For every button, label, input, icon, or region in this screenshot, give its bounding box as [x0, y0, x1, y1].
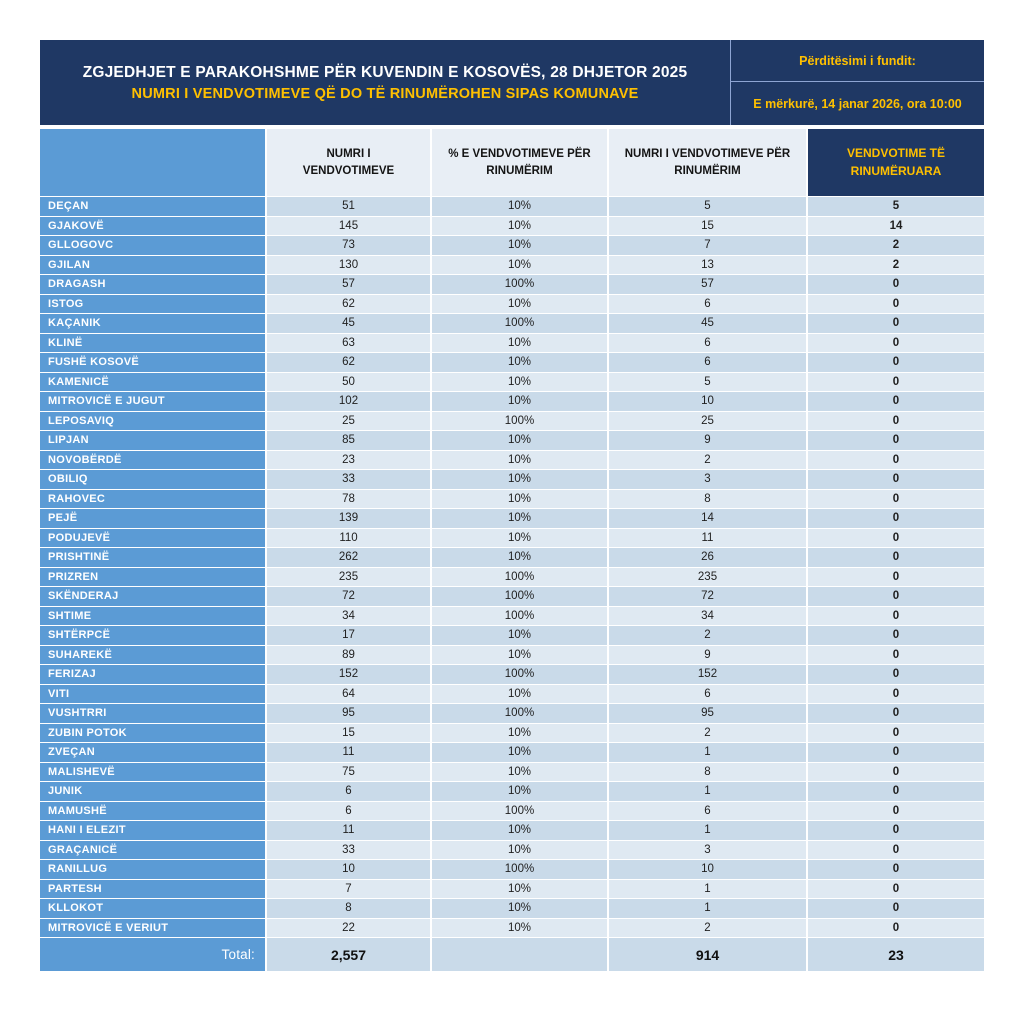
municipality-cell: SHTËRPCË: [40, 626, 265, 645]
table-row: [40, 451, 984, 470]
rinumeruara-cell: 0: [808, 392, 984, 411]
rinumeruara-cell: 0: [808, 607, 984, 626]
rinumeruara-cell: 0: [808, 665, 984, 684]
numri-rinumerim-cell: 26: [609, 548, 806, 567]
municipality-cell: KLLOKOT: [40, 899, 265, 918]
numri-rinumerim-cell: 3: [609, 470, 806, 489]
table-row: [40, 373, 984, 392]
municipality-cell: FERIZAJ: [40, 665, 265, 684]
numri-vendvotimeve-cell: 262: [267, 548, 430, 567]
numri-rinumerim-cell: 2: [609, 919, 806, 938]
perqindja-cell: 10%: [432, 197, 607, 216]
table-row: [40, 665, 984, 684]
rinumeruara-cell: 0: [808, 704, 984, 723]
col-header-perqindja-rinumerim: % E VENDVOTIMEVE PËR RINUMËRIM: [432, 129, 607, 196]
perqindja-cell: 10%: [432, 626, 607, 645]
municipality-cell: GRAÇANICË: [40, 841, 265, 860]
table-row: [40, 490, 984, 509]
numri-rinumerim-cell: 8: [609, 490, 806, 509]
numri-rinumerim-cell: 1: [609, 899, 806, 918]
municipality-cell: NOVOBËRDË: [40, 451, 265, 470]
rinumeruara-cell: 0: [808, 860, 984, 879]
municipality-cell: SHTIME: [40, 607, 265, 626]
rinumeruara-cell: 0: [808, 548, 984, 567]
rinumeruara-cell: 0: [808, 314, 984, 333]
total-label: Total:: [40, 938, 265, 971]
municipality-cell: DEÇAN: [40, 197, 265, 216]
municipality-cell: ZVEÇAN: [40, 743, 265, 762]
rinumeruara-cell: 0: [808, 841, 984, 860]
numri-rinumerim-cell: 8: [609, 763, 806, 782]
perqindja-cell: 10%: [432, 548, 607, 567]
municipality-cell: SUHAREKË: [40, 646, 265, 665]
municipality-cell: ISTOG: [40, 295, 265, 314]
table-row: [40, 743, 984, 762]
municipality-cell: GLLOGOVC: [40, 236, 265, 255]
numri-rinumerim-cell: 6: [609, 334, 806, 353]
numri-rinumerim-cell: 7: [609, 236, 806, 255]
numri-rinumerim-cell: 1: [609, 880, 806, 899]
table-row: [40, 899, 984, 918]
table-row: [40, 782, 984, 801]
numri-rinumerim-cell: 1: [609, 821, 806, 840]
numri-rinumerim-cell: 2: [609, 626, 806, 645]
rinumeruara-cell: 0: [808, 587, 984, 606]
rinumeruara-cell: 0: [808, 470, 984, 489]
total-numri-rinumerim: 914: [609, 938, 806, 971]
perqindja-cell: 100%: [432, 275, 607, 294]
numri-rinumerim-cell: 13: [609, 256, 806, 275]
table-row: [40, 607, 984, 626]
numri-rinumerim-cell: 9: [609, 646, 806, 665]
table-row: [40, 412, 984, 431]
municipality-cell: HANI I ELEZIT: [40, 821, 265, 840]
municipality-cell: PRIZREN: [40, 568, 265, 587]
col-header-numri-vendvotimeve: NUMRI I VENDVOTIMEVE: [267, 129, 430, 196]
table-row: [40, 880, 984, 899]
municipality-cell: KAÇANIK: [40, 314, 265, 333]
numri-rinumerim-cell: 14: [609, 509, 806, 528]
table-body: [40, 197, 984, 937]
numri-vendvotimeve-cell: 6: [267, 782, 430, 801]
numri-vendvotimeve-cell: 85: [267, 431, 430, 450]
numri-vendvotimeve-cell: 102: [267, 392, 430, 411]
municipality-cell: LIPJAN: [40, 431, 265, 450]
rinumeruara-cell: 0: [808, 295, 984, 314]
perqindja-cell: 100%: [432, 568, 607, 587]
table-row: [40, 529, 984, 548]
rinumeruara-cell: 0: [808, 685, 984, 704]
table-row: [40, 197, 984, 216]
numri-rinumerim-cell: 6: [609, 802, 806, 821]
numri-rinumerim-cell: 25: [609, 412, 806, 431]
numri-vendvotimeve-cell: 139: [267, 509, 430, 528]
table-row: [40, 431, 984, 450]
numri-vendvotimeve-cell: 50: [267, 373, 430, 392]
rinumeruara-cell: 0: [808, 880, 984, 899]
table-row: [40, 275, 984, 294]
municipality-cell: MITROVICË E JUGUT: [40, 392, 265, 411]
numri-rinumerim-cell: 5: [609, 373, 806, 392]
numri-vendvotimeve-cell: 89: [267, 646, 430, 665]
numri-rinumerim-cell: 72: [609, 587, 806, 606]
numri-vendvotimeve-cell: 23: [267, 451, 430, 470]
municipality-cell: VITI: [40, 685, 265, 704]
numri-rinumerim-cell: 10: [609, 392, 806, 411]
table-row: [40, 587, 984, 606]
numri-rinumerim-cell: 9: [609, 431, 806, 450]
municipality-cell: JUNIK: [40, 782, 265, 801]
numri-rinumerim-cell: 34: [609, 607, 806, 626]
table-row: [40, 295, 984, 314]
table-row: [40, 860, 984, 879]
page: [40, 40, 984, 972]
table-header-row: [40, 129, 984, 196]
perqindja-cell: 10%: [432, 295, 607, 314]
total-perqindja: [432, 938, 607, 971]
rinumeruara-cell: 0: [808, 821, 984, 840]
numri-vendvotimeve-cell: 57: [267, 275, 430, 294]
municipality-cell: FUSHË KOSOVË: [40, 353, 265, 372]
municipality-cell: KLINË: [40, 334, 265, 353]
perqindja-cell: 10%: [432, 919, 607, 938]
numri-vendvotimeve-cell: 235: [267, 568, 430, 587]
rinumeruara-cell: 0: [808, 724, 984, 743]
municipality-cell: MALISHEVË: [40, 763, 265, 782]
numri-vendvotimeve-cell: 22: [267, 919, 430, 938]
numri-rinumerim-cell: 2: [609, 724, 806, 743]
perqindja-cell: 100%: [432, 704, 607, 723]
perqindja-cell: 10%: [432, 763, 607, 782]
numri-vendvotimeve-cell: 152: [267, 665, 430, 684]
perqindja-cell: 10%: [432, 236, 607, 255]
numri-rinumerim-cell: 2: [609, 451, 806, 470]
numri-vendvotimeve-cell: 110: [267, 529, 430, 548]
numri-rinumerim-cell: 15: [609, 217, 806, 236]
table-row: [40, 724, 984, 743]
col-header-rinumeruara: VENDVOTIME TË RINUMËRUARA: [808, 129, 984, 196]
perqindja-cell: 10%: [432, 451, 607, 470]
perqindja-cell: 10%: [432, 782, 607, 801]
table-row: [40, 314, 984, 333]
numri-vendvotimeve-cell: 62: [267, 295, 430, 314]
rinumeruara-cell: 0: [808, 782, 984, 801]
table-row: [40, 802, 984, 821]
table-row: [40, 392, 984, 411]
perqindja-cell: 100%: [432, 314, 607, 333]
rinumeruara-cell: 0: [808, 334, 984, 353]
municipality-cell: MITROVICË E VERIUT: [40, 919, 265, 938]
corner-header-cell: [40, 129, 265, 196]
municipality-cell: KAMENICË: [40, 373, 265, 392]
page-title: ZGJEDHJET E PARAKOHSHME PËR KUVENDIN E KOSOVËS, 28 DHJETOR 2025: [82, 63, 688, 81]
numri-vendvotimeve-cell: 62: [267, 353, 430, 372]
numri-rinumerim-cell: 235: [609, 568, 806, 587]
municipality-cell: DRAGASH: [40, 275, 265, 294]
banner-title-block: [40, 40, 730, 125]
table-row: [40, 704, 984, 723]
table-row: [40, 353, 984, 372]
numri-rinumerim-cell: 10: [609, 860, 806, 879]
table-row: [40, 841, 984, 860]
total-numri-vendvotimeve: 2,557: [267, 938, 430, 971]
table-row: [40, 509, 984, 528]
numri-vendvotimeve-cell: 45: [267, 314, 430, 333]
municipality-cell: OBILIQ: [40, 470, 265, 489]
recount-table: [40, 129, 984, 971]
numri-rinumerim-cell: 11: [609, 529, 806, 548]
perqindja-cell: 10%: [432, 743, 607, 762]
table-row: [40, 919, 984, 938]
municipality-cell: MAMUSHË: [40, 802, 265, 821]
perqindja-cell: 10%: [432, 490, 607, 509]
last-update-value: E mërkurë, 14 janar 2026, ora 10:00: [753, 96, 962, 111]
perqindja-cell: 100%: [432, 665, 607, 684]
perqindja-cell: 10%: [432, 646, 607, 665]
numri-vendvotimeve-cell: 11: [267, 743, 430, 762]
table-row: [40, 334, 984, 353]
table-row: [40, 256, 984, 275]
last-update-label: Përditësimi i fundit:: [731, 40, 984, 82]
numri-vendvotimeve-cell: 25: [267, 412, 430, 431]
numri-vendvotimeve-cell: 78: [267, 490, 430, 509]
table-row: [40, 548, 984, 567]
rinumeruara-cell: 0: [808, 431, 984, 450]
table-row: [40, 685, 984, 704]
municipality-cell: PRISHTINË: [40, 548, 265, 567]
perqindja-cell: 10%: [432, 470, 607, 489]
numri-rinumerim-cell: 5: [609, 197, 806, 216]
rinumeruara-cell: 0: [808, 646, 984, 665]
numri-vendvotimeve-cell: 15: [267, 724, 430, 743]
numri-vendvotimeve-cell: 64: [267, 685, 430, 704]
rinumeruara-cell: 0: [808, 275, 984, 294]
rinumeruara-cell: 0: [808, 412, 984, 431]
table-row: [40, 470, 984, 489]
perqindja-cell: 10%: [432, 217, 607, 236]
numri-rinumerim-cell: 57: [609, 275, 806, 294]
perqindja-cell: 100%: [432, 607, 607, 626]
perqindja-cell: 10%: [432, 392, 607, 411]
rinumeruara-cell: 0: [808, 743, 984, 762]
rinumeruara-cell: 14: [808, 217, 984, 236]
numri-vendvotimeve-cell: 17: [267, 626, 430, 645]
numri-rinumerim-cell: 95: [609, 704, 806, 723]
perqindja-cell: 10%: [432, 685, 607, 704]
header-banner: [40, 40, 984, 125]
rinumeruara-cell: 0: [808, 568, 984, 587]
numri-vendvotimeve-cell: 75: [267, 763, 430, 782]
perqindja-cell: 10%: [432, 880, 607, 899]
numri-rinumerim-cell: 45: [609, 314, 806, 333]
municipality-cell: SKËNDERAJ: [40, 587, 265, 606]
perqindja-cell: 10%: [432, 841, 607, 860]
rinumeruara-cell: 0: [808, 626, 984, 645]
total-row: [40, 938, 984, 971]
municipality-cell: RAHOVEC: [40, 490, 265, 509]
rinumeruara-cell: 0: [808, 509, 984, 528]
perqindja-cell: 10%: [432, 724, 607, 743]
table-row: [40, 217, 984, 236]
rinumeruara-cell: 0: [808, 802, 984, 821]
municipality-cell: PEJË: [40, 509, 265, 528]
table-row: [40, 763, 984, 782]
numri-vendvotimeve-cell: 145: [267, 217, 430, 236]
numri-vendvotimeve-cell: 130: [267, 256, 430, 275]
rinumeruara-cell: 0: [808, 763, 984, 782]
municipality-cell: PARTESH: [40, 880, 265, 899]
numri-rinumerim-cell: 6: [609, 685, 806, 704]
total-rinumeruara: 23: [808, 938, 984, 971]
numri-vendvotimeve-cell: 6: [267, 802, 430, 821]
municipality-cell: GJAKOVË: [40, 217, 265, 236]
rinumeruara-cell: 0: [808, 899, 984, 918]
rinumeruara-cell: 0: [808, 451, 984, 470]
perqindja-cell: 100%: [432, 412, 607, 431]
numri-rinumerim-cell: 1: [609, 743, 806, 762]
numri-vendvotimeve-cell: 7: [267, 880, 430, 899]
numri-rinumerim-cell: 1: [609, 782, 806, 801]
numri-vendvotimeve-cell: 34: [267, 607, 430, 626]
table-row: [40, 626, 984, 645]
numri-rinumerim-cell: 3: [609, 841, 806, 860]
table-row: [40, 236, 984, 255]
numri-vendvotimeve-cell: 8: [267, 899, 430, 918]
perqindja-cell: 10%: [432, 899, 607, 918]
municipality-cell: ZUBIN POTOK: [40, 724, 265, 743]
col-header-numri-rinumerim: NUMRI I VENDVOTIMEVE PËR RINUMËRIM: [609, 129, 806, 196]
perqindja-cell: 10%: [432, 373, 607, 392]
municipality-cell: LEPOSAVIQ: [40, 412, 265, 431]
numri-vendvotimeve-cell: 33: [267, 841, 430, 860]
table-row: [40, 646, 984, 665]
numri-vendvotimeve-cell: 33: [267, 470, 430, 489]
numri-rinumerim-cell: 152: [609, 665, 806, 684]
rinumeruara-cell: 0: [808, 490, 984, 509]
numri-vendvotimeve-cell: 73: [267, 236, 430, 255]
perqindja-cell: 100%: [432, 587, 607, 606]
municipality-cell: GJILAN: [40, 256, 265, 275]
numri-vendvotimeve-cell: 95: [267, 704, 430, 723]
rinumeruara-cell: 2: [808, 256, 984, 275]
numri-rinumerim-cell: 6: [609, 295, 806, 314]
numri-vendvotimeve-cell: 72: [267, 587, 430, 606]
numri-vendvotimeve-cell: 51: [267, 197, 430, 216]
municipality-cell: PODUJEVË: [40, 529, 265, 548]
perqindja-cell: 10%: [432, 821, 607, 840]
perqindja-cell: 10%: [432, 431, 607, 450]
rinumeruara-cell: 0: [808, 529, 984, 548]
rinumeruara-cell: 0: [808, 373, 984, 392]
perqindja-cell: 10%: [432, 256, 607, 275]
rinumeruara-cell: 0: [808, 919, 984, 938]
table-row: [40, 821, 984, 840]
municipality-cell: VUSHTRRI: [40, 704, 265, 723]
last-update-panel: [730, 40, 984, 125]
perqindja-cell: 10%: [432, 334, 607, 353]
rinumeruara-cell: 5: [808, 197, 984, 216]
numri-vendvotimeve-cell: 10: [267, 860, 430, 879]
table-row: [40, 568, 984, 587]
page-subtitle: NUMRI I VENDVOTIMEVE QË DO TË RINUMËROHEN SIPAS KOMUNAVE: [131, 85, 639, 102]
perqindja-cell: 10%: [432, 529, 607, 548]
perqindja-cell: 10%: [432, 509, 607, 528]
rinumeruara-cell: 2: [808, 236, 984, 255]
rinumeruara-cell: 0: [808, 353, 984, 372]
numri-vendvotimeve-cell: 63: [267, 334, 430, 353]
perqindja-cell: 100%: [432, 860, 607, 879]
perqindja-cell: 100%: [432, 802, 607, 821]
municipality-cell: RANILLUG: [40, 860, 265, 879]
numri-rinumerim-cell: 6: [609, 353, 806, 372]
numri-vendvotimeve-cell: 11: [267, 821, 430, 840]
perqindja-cell: 10%: [432, 353, 607, 372]
